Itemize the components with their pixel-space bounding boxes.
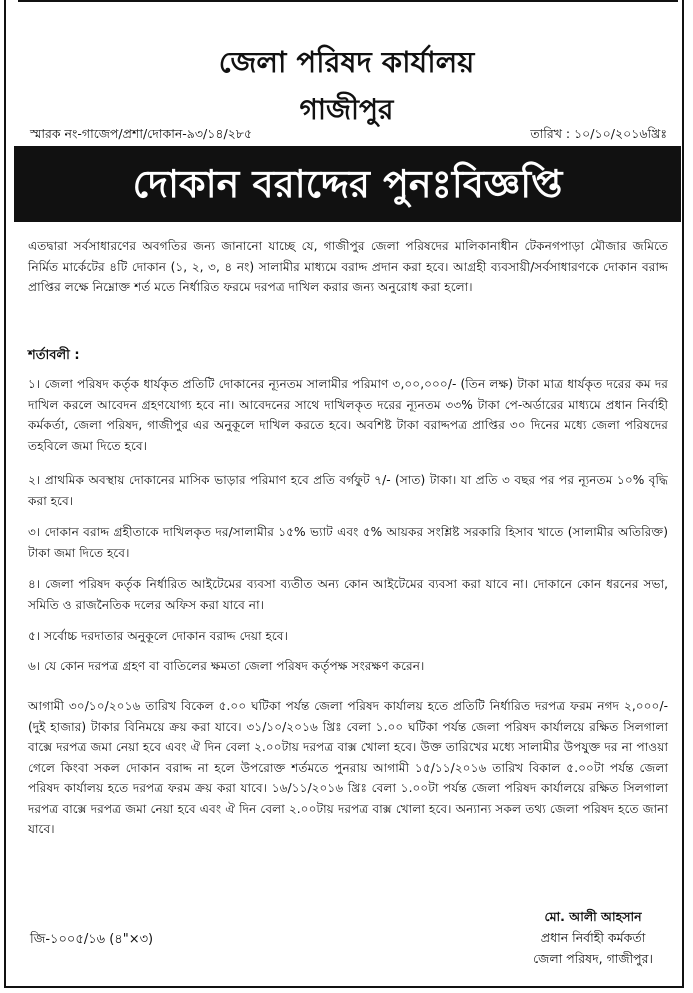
signatory-office: জেলা পরিষদ, গাজীপুর। [533,951,653,966]
signatory-title: প্রধান নির্বাহী কর্মকর্তা [540,930,646,945]
office-title: জেলা পরিষদ কার্যালয় [218,45,475,79]
condition-3: ৩। দোকান বরাদ্দ গ্রহীতাকে দাখিলকৃত দর/সালামীর ১৫% ভ্যাট এবং ৫% আয়কর সংশ্লিষ্ট সরকারি হিসাব খাতে (সালামীর অতিরিক্ত) টাকা জমা দিতে হবে। [28,525,668,560]
condition-5: ৫। সর্বোচ্চ দরদাতার অনুকূলে দোকান বরাদ্দ দেয়া হবে। [28,629,288,643]
signature-block [533,906,653,969]
condition-1: ১। জেলা পরিষদ কর্তৃক ধার্যকৃত প্রতিটি দোকানের ন্যূনতম সালামীর পরিমাণ ৩,০০,০০০/- (তিন লক্ষ) টাকা মাত্র ধার্যকৃত দরের কম দর দাখিল করলে আবেদন গ্রহণযোগ্য হবে না। আবেদনের সাথে দাখিলকৃত দরের ন্যূনতম ৩৩% টাকা পে-অর্ডারের মাধ্যমে প্রধান নির্বাহী কর্মকর্তা, জেলা পরিষদ, গাজীপুর এর অনুকূলে দাখিল করতে হবে। অবশিষ্ট টাকা বরাদ্দপত্র প্রাপ্তির ৩০ দিনের মধ্যে জেলা পরিষদের তহবিলে জমা দিতে হবে। [28,377,668,453]
intro-paragraph: এতদ্বারা সর্বসাধারণের অবগতির জন্য জানানো যাচ্ছে যে, গাজীপুর জেলা পরিষদের মালিকানাধীন টেকনগপাড়া মৌজার জমিতে নির্মিত মার্কেটের ৪টি দোকান (১, ২, ৩, ৪ নং) সালামীর মাধ্যমে বরাদ্দ প্রদান করা হবে। আগ্রহী ব্যবসায়ী/সর্বসাধারণকে দোকান বরাদ্দ প্রাপ্তির লক্ষে নিম্নোক্ত শর্ত মতে নির্ধারিত ফরমে দরপত্র দাখিল করার জন্য অনুরোধ করা হলো। [28,239,668,294]
district-title: গাজীপুর [299,93,394,126]
memo-reference: স্মারক নং-গাজেপ/প্রশা/দোকান-৯৩/১৪/২৮৫ [30,126,253,141]
notice-banner: দোকান বরাদ্দের পুনঃবিজ্ঞপ্তি [14,146,681,222]
ad-code: জি-১০০৫/১৬ (৪"×৩) [30,932,154,947]
condition-2: ২। প্রাথমিক অবস্থায় দোকানের মাসিক ভাড়ার পরিমাণ হবে প্রতি বর্গফুট ৭/- (সাত) টাকা। যা প্রতি ৩ বছর পর পর ন্যূনতম ১০% বৃদ্ধি করা হবে। [28,473,668,508]
signatory-name: মো. আলী আহসান [544,909,642,924]
condition-6: ৬। যে কোন দরপত্র গ্রহণ বা বাতিলের ক্ষমতা জেলা পরিষদ কর্তৃপক্ষ সংরক্ষণ করেন। [28,659,425,673]
condition-4: ৪। জেলা পরিষদ কর্তৃক নির্ধারিত আইটেমের ব্যবসা ব্যতীত অন্য কোন আইটেমের ব্যবসা করা যাবে না। দোকানে কোন ধরনের সভা, সমিতি ও রাজনৈতিক দলের অফিস করা যাবে না। [28,577,668,612]
terms-heading: শর্তাবলী : [28,348,80,363]
notice-date: তারিখ : ১০/১০/২০১৬খ্রিঃ [530,126,667,141]
schedule-paragraph: আগামী ৩০/১০/২০১৬ তারিখ বিকেল ৫.০০ ঘটিকা পর্যন্ত জেলা পরিষদ কার্যালয় হতে প্রতিটি নির্ধারিত দরপত্র ফরম নগদ ২,০০০/- (দুই হাজার) টাকার বিনিময়ে ক্রয় করা যাবে। ৩১/১০/২০১৬ খ্রিঃ বেলা ১.০০ ঘটিকা পর্যন্ত জেলা পরিষদ কার্যালয়ে রক্ষিত সিলগালা বাক্সে দরপত্র জমা নেয়া হবে এবং ঐ দিন বেলা ২.০০টায় দরপত্র বাক্স খোলা হবে। উক্ত তারিখের মধ্যে সালামীর উপযুক্ত দর না পাওয়া গেলে কিংবা সকল দোকান বরাদ্দ না হলে উপরোক্ত শর্তমতে পুনরায় আগামী ১৫/১১/২০১৬ তারিখ বিকাল ৫.০০টা পর্যন্ত জেলা পরিষদ কার্যালয় হতে দরপত্র ফরম ক্রয় করা যাবে। ১৬/১১/২০১৬ খ্রিঃ বেলা ১.০০টা পর্যন্ত জেলা পরিষদ কার্যালয়ে রক্ষিত সিলগালা দরপত্র বাক্সে দরপত্র জমা নেয়া হবে এবং ঐ দিন বেলা ২.০০টায় দরপত্র বাক্স খোলা হবে। অন্যান্য সকল তথ্য জেলা পরিষদ হতে জানা যাবে। [28,699,668,836]
top-rule [18,0,678,2]
